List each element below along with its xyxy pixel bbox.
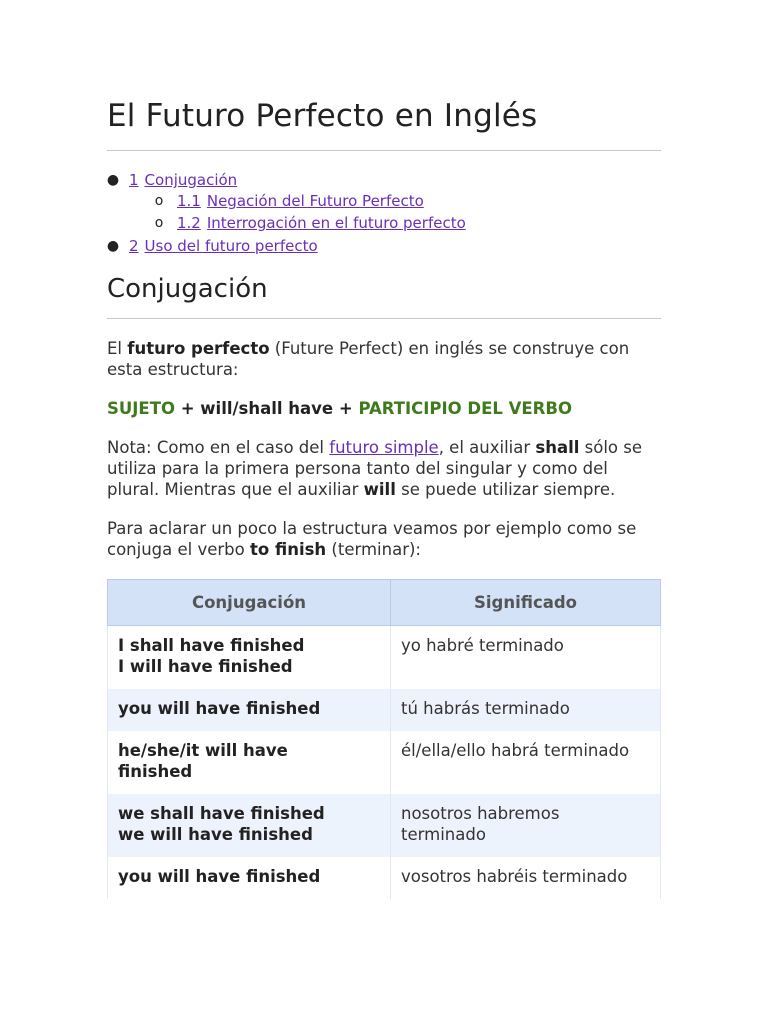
structure-formula: SUJETO + will/shall have + PARTICIPIO DEL VERBO [107,399,572,418]
meaning-cell: él/ella/ello habrá terminado [391,731,661,794]
column-header: Significado [391,580,661,626]
toc-item-1[interactable] [106,170,238,190]
toc-link-1-2[interactable]: 1.2 Interrogación en el futuro perfecto [177,214,466,232]
table-header-row [108,580,661,626]
conjugation-cell: we shall have finished we will have finished [108,794,391,857]
bullet-dot-icon: ● [106,172,120,188]
table-row [108,731,661,794]
conjugation-table [107,579,661,899]
example-paragraph: Para aclarar un poco la estructura veamos por ejemplo como se conjuga el verbo to finish (terminar): [107,519,637,559]
conjugation-cell: he/she/it will have finished [108,731,391,794]
meaning-cell: yo habré terminado [391,626,661,690]
intro-paragraph: El futuro perfecto (Future Perfect) en inglés se construye con esta estructura: [107,339,630,379]
page-title: El Futuro Perfecto en Inglés [107,98,538,134]
meaning-cell: vosotros habréis terminado [391,857,661,899]
toc-item-2[interactable] [106,236,318,256]
section-divider [107,318,661,319]
futuro-simple-link[interactable]: futuro simple [329,438,439,457]
bullet-dot-icon: ● [106,238,120,254]
meaning-cell: tú habrás terminado [391,689,661,731]
title-divider [107,150,661,151]
note-paragraph: Nota: Como en el caso del futuro simple, el auxiliar shall sólo se utiliza para la primera persona tanto del singular y como del plural. Mientras que el auxiliar will se puede utilizar siempre. [107,438,643,499]
table-row [108,794,661,857]
bullet-circle-icon: o [154,215,164,231]
conjugation-cell: I shall have finished I will have finished [108,626,391,690]
column-header: Conjugación [108,580,391,626]
section-heading: Conjugación [107,274,268,304]
table-row [108,626,661,690]
conjugation-cell: you will have finished [108,857,391,899]
toc-item-1-2[interactable] [154,213,466,233]
conjugation-cell: you will have finished [108,689,391,731]
meaning-cell: nosotros habremos terminado [391,794,661,857]
toc-link-1[interactable]: 1 Conjugación [129,171,238,189]
toc-item-1-1[interactable] [154,191,424,211]
table-row [108,857,661,899]
table-row [108,689,661,731]
toc-link-2[interactable]: 2 Uso del futuro perfecto [129,237,318,255]
bullet-circle-icon: o [154,193,164,209]
toc-link-1-1[interactable]: 1.1 Negación del Futuro Perfecto [177,192,424,210]
